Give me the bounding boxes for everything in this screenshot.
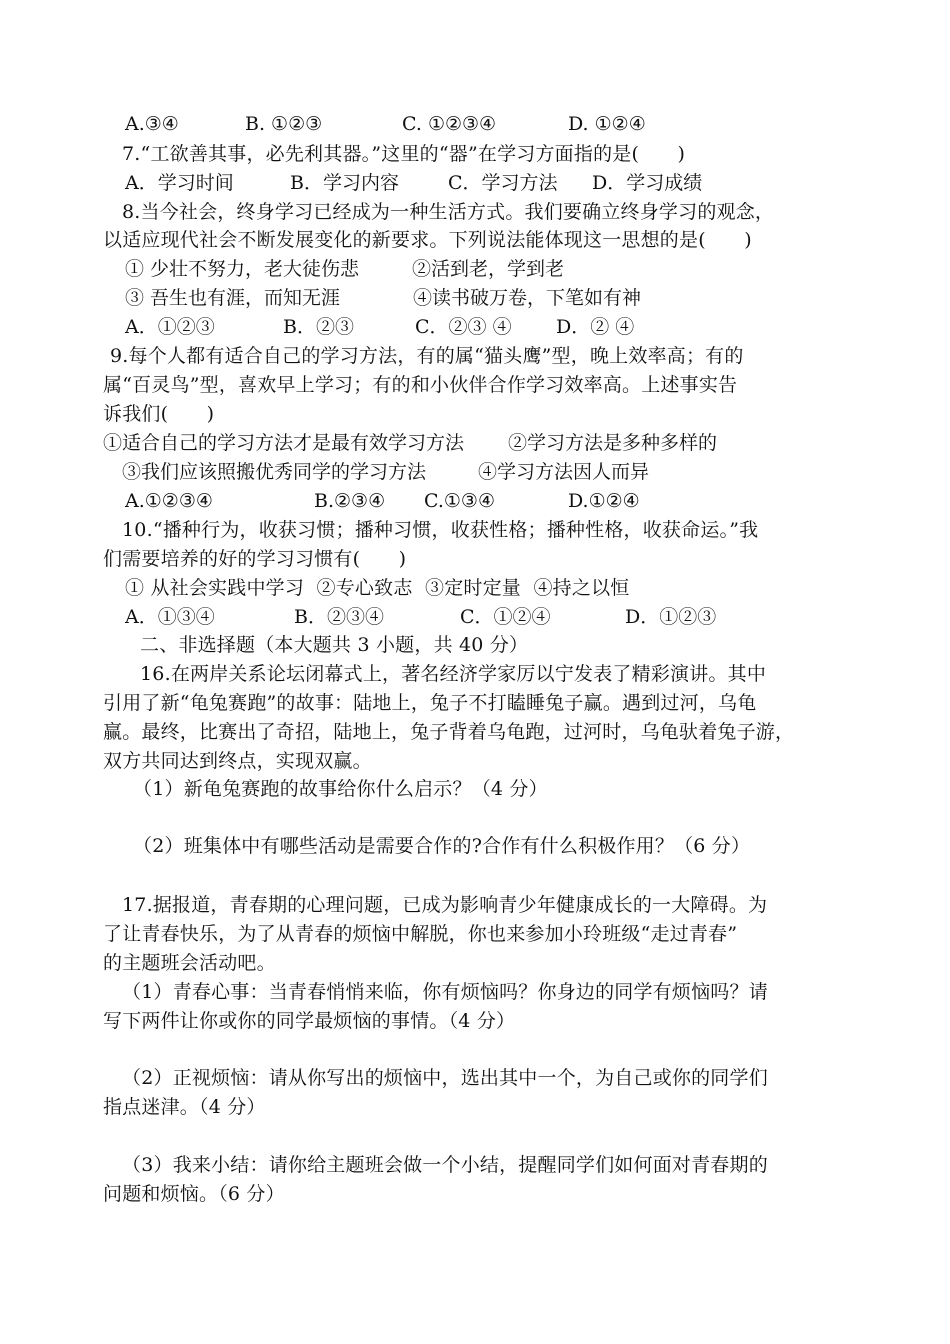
- q10-option-a: A．①③④: [125, 606, 215, 628]
- q10-option-d: D．①②③: [625, 606, 717, 628]
- q6-option-c: C. ①②③④: [402, 113, 497, 135]
- q17-sub2-line2: 指点迷津。（4 分）: [103, 1096, 266, 1118]
- q9-option-b: B.②③④: [314, 490, 386, 512]
- q8-stem-line1: 8.当今社会，终身学习已经成为一种生活方式。我们要确立终身学习的观念，: [122, 201, 775, 223]
- q16-line4: 双方共同达到终点，实现双赢。: [103, 750, 372, 772]
- q9-option-a: A.①②③④: [125, 490, 213, 512]
- q9-item-2: ②学习方法是多种多样的: [508, 432, 718, 454]
- q17-sub2-line1: （2）正视烦恼：请从你写出的烦恼中，选出其中一个，为自己或你的同学们: [122, 1067, 768, 1089]
- q9-item-4: ④学习方法因人而异: [478, 461, 650, 483]
- q16-line1: 16.在两岸关系论坛闭幕式上，著名经济学家厉以宁发表了精彩演讲。其中: [140, 663, 767, 685]
- q17-line2: 了让青春快乐，为了从青春的烦恼中解脱，你也来参加小玲班级“走过青春”: [103, 923, 738, 945]
- q6-option-a: A.③④: [125, 113, 179, 135]
- q9-item-1: ①适合自己的学习方法才是最有效学习方法: [103, 432, 465, 454]
- q9-stem-line3: 诉我们( ): [103, 403, 215, 425]
- q6-option-d: D. ①②④: [568, 113, 646, 135]
- q9-stem-line1: 9.每个人都有适合自己的学习方法，有的属“猫头鹰”型，晚上效率高；有的: [110, 345, 744, 367]
- q8-item-3: ③ 吾生也有涯，而知无涯: [125, 287, 341, 309]
- q9-item-3: ③我们应该照搬优秀同学的学习方法: [122, 461, 427, 483]
- q7-option-b: B．学习内容: [290, 172, 399, 194]
- q10-items: ① 从社会实践中学习 ②专心致志 ③定时定量 ④持之以恒: [125, 577, 630, 599]
- q10-option-b: B．②③④: [294, 606, 384, 628]
- q8-stem-line2: 以适应现代社会不断发展变化的新要求。下列说法能体现这一思想的是( ): [103, 229, 752, 251]
- q8-option-d: D．② ④: [556, 316, 635, 338]
- q16-sub2: （2）班集体中有哪些活动是需要合作的?合作有什么积极作用？（6 分）: [133, 835, 751, 857]
- q7-option-c: C．学习方法: [448, 172, 558, 194]
- section2-heading: 二、非选择题（本大题共 3 小题，共 40 分）: [140, 634, 529, 656]
- q8-option-b: B．②③: [283, 316, 354, 338]
- q8-item-1: ① 少壮不努力，老大徒伤悲: [125, 258, 360, 280]
- q10-stem-line1: 10.“播种行为，收获习惯；播种习惯，收获性格；播种性格，收获命运。”我: [122, 519, 759, 541]
- q8-option-c: C．②③ ④: [415, 316, 512, 338]
- q6-option-b: B. ①②③: [245, 113, 323, 135]
- q7-stem: 7.“工欲善其事，必先利其器。”这里的“器”在学习方面指的是( ): [122, 143, 686, 165]
- q9-stem-line2: 属“百灵鸟”型，喜欢早上学习；有的和小伙伴合作学习效率高。上述事实告: [103, 374, 738, 396]
- q8-item-2: ②活到老，学到老: [412, 258, 565, 280]
- q7-option-a: A．学习时间: [125, 172, 234, 194]
- q17-sub1-line1: （1）青春心事：当青春悄悄来临，你有烦恼吗？你身边的同学有烦恼吗？请: [122, 981, 768, 1003]
- q17-sub1-line2: 写下两件让你或你的同学最烦恼的事情。（4 分）: [103, 1010, 516, 1032]
- q10-stem-line2: 们需要培养的好的学习习惯有( ): [103, 548, 407, 570]
- q9-option-d: D.①②④: [568, 490, 640, 512]
- q16-line3: 赢。最终，比赛出了奇招，陆地上，兔子背着乌龟跑，过河时，乌龟驮着兔子游，: [103, 721, 795, 743]
- q8-option-a: A．①②③: [125, 316, 215, 338]
- q7-option-d: D．学习成绩: [592, 172, 703, 194]
- q8-item-4: ④读书破万卷，下笔如有神: [413, 287, 642, 309]
- q10-option-c: C．①②④: [460, 606, 551, 628]
- q17-sub3-line1: （3）我来小结：请你给主题班会做一个小结，提醒同学们如何面对青春期的: [122, 1154, 768, 1176]
- q16-line2: 引用了新“龟兔赛跑”的故事：陆地上，兔子不打瞌睡兔子赢。遇到过河，乌龟: [103, 692, 757, 714]
- q17-line1: 17.据报道，青春期的心理问题，已成为影响青少年健康成长的一大障碍。为: [122, 894, 768, 916]
- q17-line3: 的主题班会活动吧。: [103, 952, 276, 974]
- q16-sub1: （1）新龟兔赛跑的故事给你什么启示？（4 分）: [133, 778, 548, 800]
- q17-sub3-line2: 问题和烦恼。（6 分）: [103, 1183, 285, 1205]
- q9-option-c: C.①③④: [424, 490, 495, 512]
